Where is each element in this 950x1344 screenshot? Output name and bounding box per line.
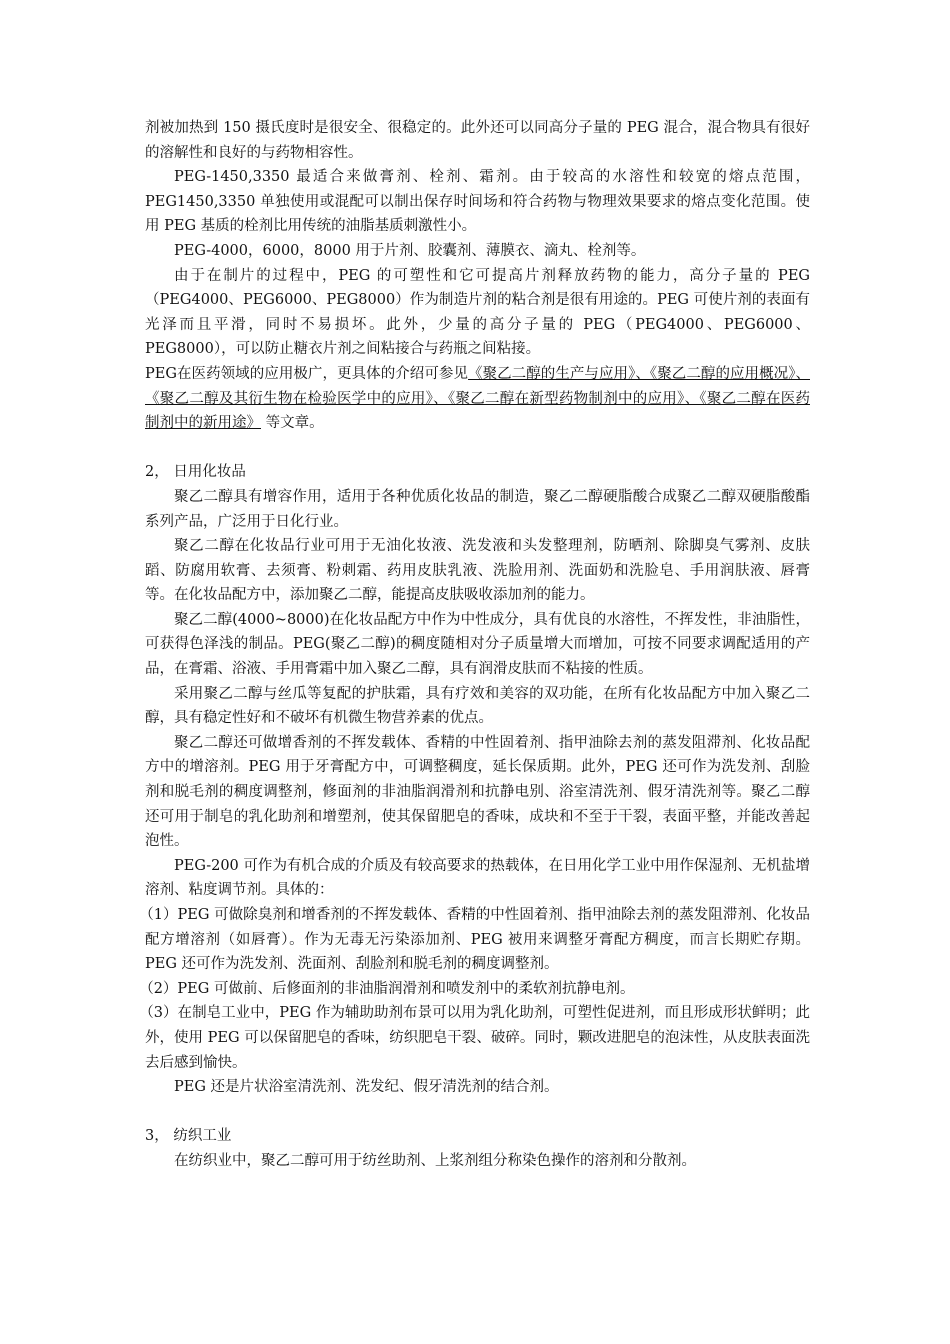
paragraph: 聚乙二醇在化妆品行业可用于无油化妆液、洗发液和头发整理剂，防晒剂、除脚臭气雾剂、皮肤蹈、防腐用软膏、去须膏、粉刺霜、药用皮肤乳液、洗脸用剂、洗面奶和洗脸皂、手用润肤液、唇膏等。在化妆品配方中，添加聚乙二醇，能提高皮肤吸收添加剂的能力。: [145, 538, 810, 604]
spacer: [145, 1100, 810, 1125]
paragraph: 在纺织业中，聚乙二醇可用于纺丝助剂、上浆剂组分称染色操作的溶剂和分散剂。: [174, 1152, 696, 1169]
spacer: [145, 436, 810, 461]
section-heading-textile-industry: 3， 纺织工业: [145, 1128, 232, 1145]
paragraph: 聚乙二醇(4000~8000)在化妆品配方中作为中性成分，具有优良的水溶性，不挥发性，非油脂性，可获得色泽浅的制品。PEG(聚乙二醇)的稠度随相对分子质量增大而增加，可按不同要求调配适用的产品，在膏霜、浴液、手用膏霜中加入聚乙二醇，具有润滑皮肤而不粘接的性质。: [145, 611, 810, 678]
paragraph: 聚乙二醇具有增容作用，适用于各种优质化妆品的制造，聚乙二醇硬脂酸合成聚乙二醇双硬脂酸酯系列产品，广泛用于日化行业。: [145, 488, 810, 530]
paragraph: PEG-1450,3350 最适合来做膏剂、栓剂、霜剂。由于较高的水溶性和较宽的熔点范围，PEG1450,3350 单独使用或混配可以制出保存时间场和符合药物与物理效果要求的熔点变化范围。使用 PEG 基质的栓剂比用传统的油脂基质刺激性小。: [145, 169, 810, 235]
paragraph: PEG-4000，6000，8000 用于片剂、胶囊剂、薄膜衣、滴丸、栓剂等。: [174, 242, 646, 259]
paragraph: 采用聚乙二醇与丝瓜等复配的护肤霜，具有疗效和美容的双功能，在所有化妆品配方中加入聚乙二醇，具有稳定性好和不破坏有机微生物营养素的优点。: [145, 685, 810, 727]
section-heading-daily-cosmetics: 2， 日用化妆品: [145, 464, 246, 481]
list-item: （3）在制皂工业中，PEG 作为辅助助剂布景可以用为乳化助剂，可塑性促进剂，而且形成形状鲜明；此外，使用 PEG 可以保留肥皂的香味，纺织肥皂干裂、破碎。同时，颗改进肥皂的泡沫性，从皮肤表面洗去后感到愉快。: [139, 1005, 810, 1071]
references-link[interactable]: 《聚乙二醇的生产与应用》、《聚乙二醇的应用概况》、《聚乙二醇及其衍生物在检验医学中的应用》、《聚乙二醇在新型药物制剂中的应用》、《聚乙二醇在医药制剂中的新用途》: [145, 365, 810, 432]
references-suffix: 等文章。: [261, 415, 324, 432]
paragraph: 聚乙二醇还可做增香剂的不挥发载体、香精的中性固着剂、指甲油除去剂的蒸发阻滞剂、化妆品配方中的增溶剂。PEG 用于牙膏配方中，可调整稠度，延长保质期。此外，PEG 还可作为洗发剂、刮脸剂和脱毛剂的稠度调整剂，修面剂的非油脂润滑剂和抗静电别、浴室清洗剂、假牙清洗剂等。聚乙二醇还可用于制皂的乳化助剂和增塑剂，使其保留肥皂的香味，成块和不至于干裂，表面平整，并能改善起泡性。: [145, 734, 810, 850]
paragraph: 剂被加热到 150 摄氏度时是很安全、很稳定的。此外还可以同高分子量的 PEG 混合，混合物具有很好的溶解性和良好的与药物相容性。: [145, 120, 810, 161]
paragraph: PEG 还是片状浴室清洗剂、洗发纪、假牙清洗剂的结合剂。: [174, 1079, 559, 1096]
paragraph: PEG-200 可作为有机合成的介质及有较高要求的热载体，在日用化学工业中用作保湿剂、无机盐增溶剂、粘度调节剂。具体的：: [145, 857, 810, 899]
paragraph: 由于在制片的过程中，PEG 的可塑性和它可提高片剂释放药物的能力，高分子量的 PEG（PEG4000、PEG6000、PEG8000）作为制造片剂的粘合剂是很有用途的。PEG 可使片剂的表面有光泽而且平滑，同时不易损坏。此外，少量的高分子量的 PEG（PEG4000、PEG6000、PEG8000），可以防止糖衣片剂之间粘接合与药瓶之间粘接。: [145, 267, 810, 358]
references-prefix: PEG在医药领域的应用极广，更具体的介绍可参见: [145, 365, 469, 382]
document-page: [139, 116, 810, 1174]
references-paragraph: [145, 362, 810, 436]
list-item: （1）PEG 可做除臭剂和增香剂的不挥发载体、香精的中性固着剂、指甲油除去剂的蒸发阻滞剂、化妆品配方增溶剂（如唇膏）。作为无毒无污染添加剂、PEG 被用来调整牙膏配方稠度，而言长期贮存期。PEG 还可作为洗发剂、洗面剂、刮脸剂和脱毛剂的稠度调整剂。: [139, 907, 810, 973]
list-item: （2）PEG 可做前、后修面剂的非油脂润滑剂和喷发剂中的柔软剂抗静电剂。: [139, 980, 635, 997]
